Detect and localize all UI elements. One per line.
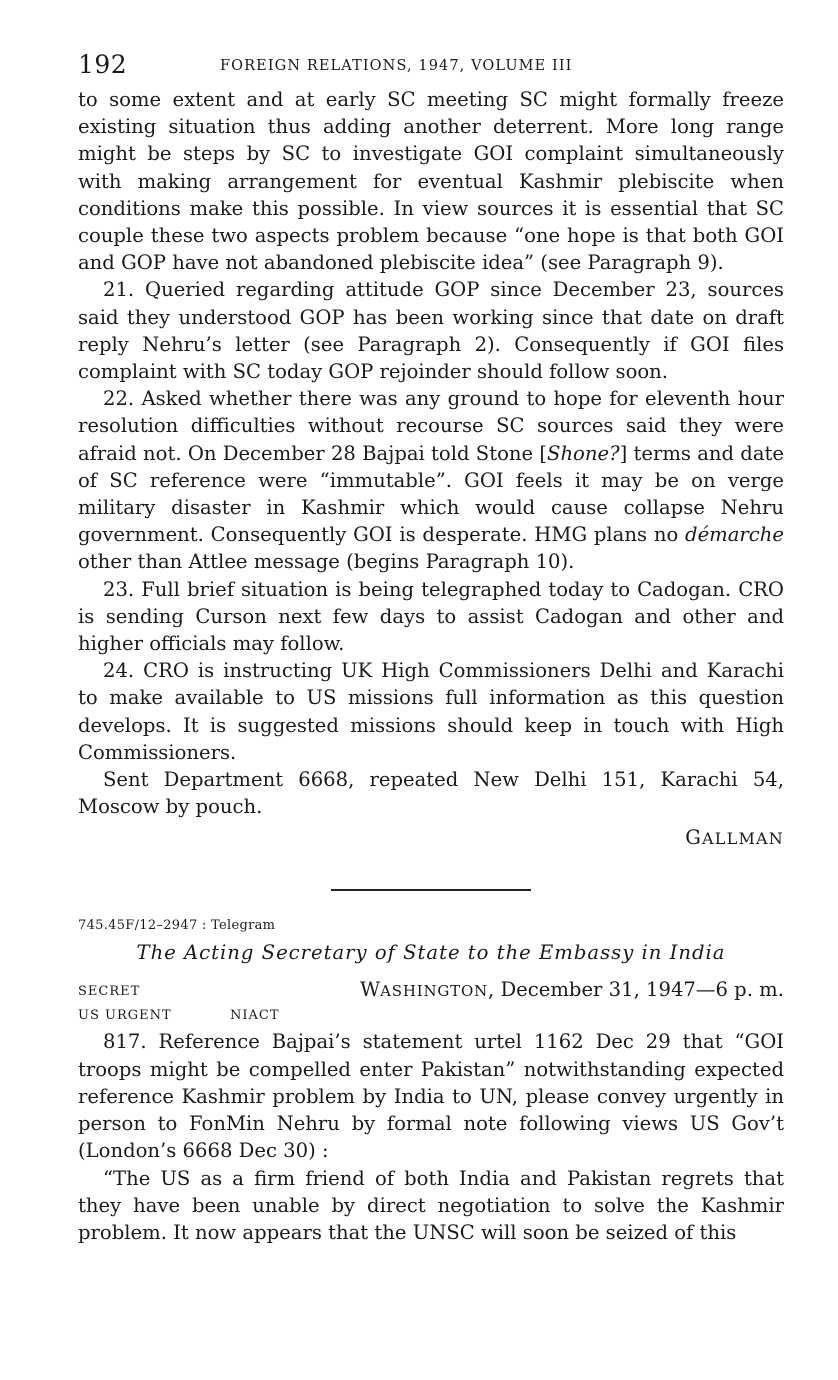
telegram-body [78, 1028, 784, 1246]
signature-rest: ALLMAN [702, 829, 784, 849]
file-reference: 745.45F/12–2947 : Telegram [78, 918, 276, 934]
quoted-note: “The US as a firm friend of both India and Pakistan regrets that they have been unable by direct negotiation to solve the Kashmir problem. It now appears that the UNSC will soon be seized of this [78, 1166, 784, 1244]
telegram-meta [78, 978, 784, 1006]
priority-label: US URGENT [78, 1008, 172, 1024]
dateline-initial: W [360, 978, 381, 1002]
running-head: FOREIGN RELATIONS, 1947, VOLUME III [220, 58, 573, 74]
paragraph-22-text-b: ] terms and date of SC reference were “immutable”. GOI feels it may be on verge military disaster in Kashmir which would cause collapse Nehru government. Consequently GOI is desperate. HMG plans no [78, 441, 784, 547]
telegram-title: The Acting Secretary of State to the Embassy in India [136, 941, 726, 965]
paragraph-22-text-a: 22. Asked whether there was any ground to hope for eleventh hour resolution difficulties without recourse SC sources said they were afraid not. On December 28 Bajpai told Stone [ [78, 387, 784, 465]
signature-initial: G [685, 826, 703, 850]
dateline [360, 978, 784, 1001]
paragraph-22 [78, 385, 784, 575]
dateline-place: ASHINGTON [380, 982, 488, 1001]
section-divider [331, 889, 531, 891]
sent-line: Sent Department 6668, repeated New Delhi 151, Karachi 54, Moscow by pouch. [78, 768, 784, 819]
paragraph-21: 21. Queried regarding attitude GOP since December 23, sources said they understood GOP has been working since that date on draft reply Nehru’s letter (see Paragraph 2). Consequently if GOI files complaint with SC today GOP rejoinder should follow soon. [78, 278, 784, 384]
paragraph-23: 23. Full brief situation is being telegraphed today to Cadogan. CRO is sending Curson next few days to assist Cadogan and other and higher officials may follow. [78, 577, 784, 656]
paragraph-24: 24. CRO is instructing UK High Commissioners Delhi and Karachi to make available to US missions full information as this question develops. It is suggested missions should keep in touch with High Commissioners. [78, 659, 784, 764]
dateline-date: , December 31, 1947—6 p. m. [488, 978, 784, 1002]
paragraph-22-text-c: other than Attlee message (begins Paragraph 10). [78, 550, 575, 574]
page-number: 192 [78, 50, 128, 79]
document-page [78, 50, 784, 1246]
paragraph-continuation: to some extent and at early SC meeting SC might formally freeze existing situation thus adding another deterrent. More long range might be steps by SC to investigate GOI complaint simultaneously with making arrangement for eventual Kashmir plebiscite when conditions make this possible. In view sources it is essential that SC couple these two aspects problem because “one hope is that both GOI and GOP have not abandoned plebiscite idea” (see Paragraph 9). [78, 88, 784, 275]
telegram-priority-row [78, 1006, 784, 1028]
niact-label: NIACT [230, 1008, 280, 1024]
telegram-continuation [78, 86, 784, 820]
classification-label: SECRET [78, 984, 141, 1000]
paragraph-817: 817. Reference Bajpai’s statement urtel 1162 Dec 29 that “GOI troops might be compelled enter Pakistan” notwithstanding expected reference Kashmir problem by India to UN, please convey urgently in person to FonMin Nehru by formal note following views US Gov’t (London’s 6668 Dec 30) : [78, 1030, 784, 1163]
paragraph-22-italic-demarche: démarche [685, 523, 784, 547]
page-header [78, 50, 784, 86]
signature-gallman [78, 826, 784, 849]
paragraph-22-italic-shone: Shone? [547, 441, 620, 465]
